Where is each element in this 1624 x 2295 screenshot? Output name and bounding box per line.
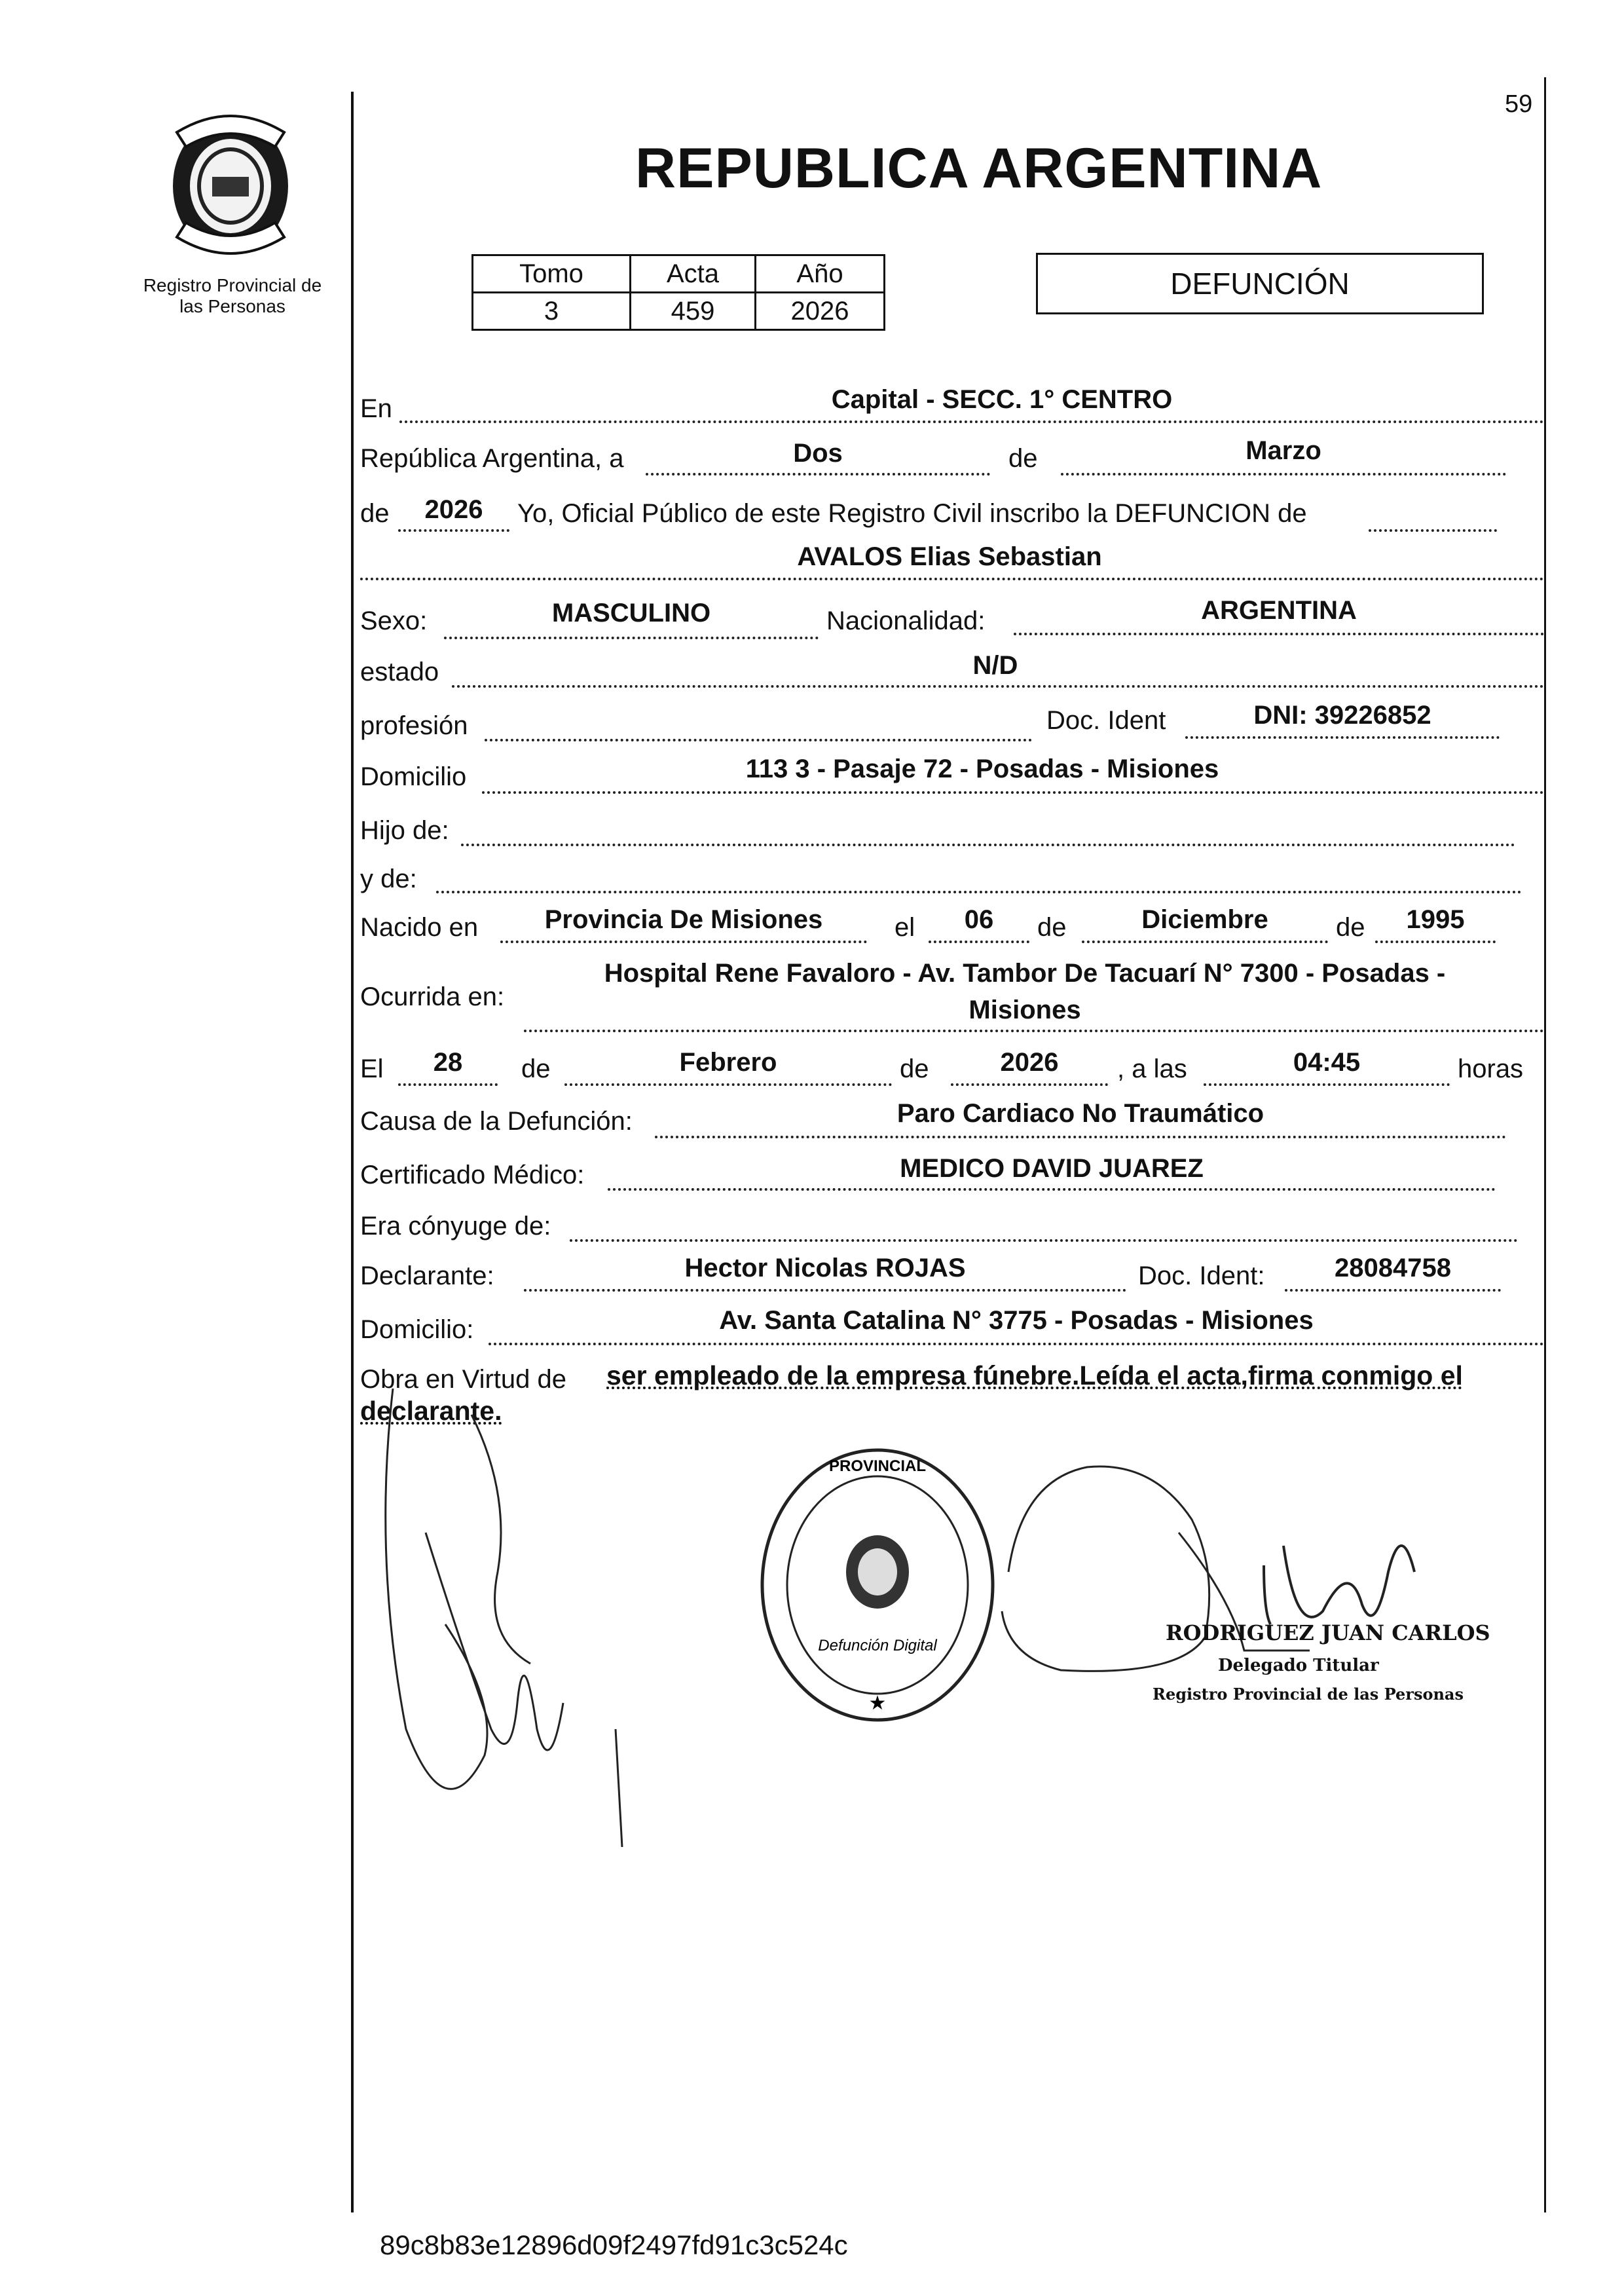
hijo-label: Hijo de: xyxy=(360,816,449,845)
dotted-line xyxy=(1369,529,1497,532)
inscription-text: Yo, Oficial Público de este Registro Civil inscribo la DEFUNCION de xyxy=(517,499,1307,528)
cert-label: Certificado Médico: xyxy=(360,1161,585,1189)
de-label: de xyxy=(900,1054,929,1083)
dotted-line xyxy=(398,1083,498,1086)
deceased-name: AVALOS Elias Sebastian xyxy=(797,542,1102,571)
svg-text:★: ★ xyxy=(868,1692,887,1714)
doc-label: Doc. Ident xyxy=(1046,706,1166,735)
dotted-line xyxy=(482,791,1544,794)
document-hash: 89c8b83e12896d09f2497fd91c3c524c xyxy=(380,2230,848,2260)
registry-stamp xyxy=(753,1441,1002,1729)
en-label: En xyxy=(360,394,392,423)
decl-dom-value: Av. Santa Catalina N° 3775 - Posadas - Misiones xyxy=(719,1306,1314,1335)
registry-name: Registro Provincial de las Personas xyxy=(143,275,322,317)
decl-doc-value: 28084758 xyxy=(1335,1254,1451,1282)
estado-value: N/D xyxy=(972,651,1018,680)
el-label: el xyxy=(895,913,915,942)
table-cell: 3 xyxy=(473,293,631,330)
obra-line2: declarante. xyxy=(360,1396,502,1426)
causa-value: Paro Cardiaco No Traumático xyxy=(896,1099,1264,1128)
dotted-line xyxy=(500,941,867,943)
nac-anio: 1995 xyxy=(1406,905,1465,934)
dotted-line xyxy=(399,420,1544,423)
decl-dom-label: Domicilio: xyxy=(360,1315,474,1344)
dotted-line xyxy=(929,941,1029,943)
dotted-line xyxy=(489,1343,1544,1345)
dotted-line xyxy=(570,1239,1518,1242)
horas-label: horas xyxy=(1458,1054,1524,1083)
dotted-line xyxy=(524,1289,1126,1292)
ocurrida-label: Ocurrida en: xyxy=(360,982,505,1011)
doc-value: DNI: 39226852 xyxy=(1253,701,1431,730)
dotted-line xyxy=(1285,1289,1501,1292)
dotted-line xyxy=(1061,473,1506,476)
alas-label: , a las xyxy=(1117,1054,1187,1083)
day-value: Dos xyxy=(793,439,843,468)
dotted-line xyxy=(951,1083,1108,1086)
nacionalidad-label: Nacionalidad: xyxy=(826,606,986,635)
de-label: de xyxy=(521,1054,551,1083)
dotted-line xyxy=(564,1083,892,1086)
right-margin-line xyxy=(1544,77,1546,2212)
conyuge-label: Era cónyuge de: xyxy=(360,1212,551,1241)
table-header: Acta xyxy=(631,255,756,293)
page-title: REPUBLICA ARGENTINA xyxy=(635,137,1323,200)
month-value: Marzo xyxy=(1246,436,1321,465)
dotted-line xyxy=(436,891,1522,893)
dotted-line xyxy=(485,739,1032,741)
left-margin-line xyxy=(351,92,354,2212)
dotted-line xyxy=(524,1030,1544,1032)
place-value: Capital - SECC. 1° CENTRO xyxy=(831,385,1173,414)
registry-table xyxy=(471,254,885,331)
svg-text:PROVINCIAL: PROVINCIAL xyxy=(828,1457,927,1475)
sexo-value: MASCULINO xyxy=(551,599,711,627)
page-number: 59 xyxy=(1505,90,1533,118)
official-name: RODRIGUEZ JUAN CARLOS xyxy=(1166,1620,1490,1645)
dotted-line xyxy=(444,637,819,639)
svg-text:Defunción Digital: Defunción Digital xyxy=(818,1637,937,1654)
cert-value: MEDICO DAVID JUAREZ xyxy=(900,1154,1204,1183)
dotted-line xyxy=(452,685,1544,688)
year-value: 2026 xyxy=(424,495,483,524)
dotted-line xyxy=(398,529,509,532)
domicilio-label: Domicilio xyxy=(360,762,467,791)
provincial-seal-logo xyxy=(157,106,308,263)
def-anio: 2026 xyxy=(1000,1048,1059,1077)
causa-label: Causa de la Defunción: xyxy=(360,1107,633,1136)
de-label: de xyxy=(1336,913,1365,942)
nacido-lugar: Provincia De Misiones xyxy=(544,905,823,934)
nacionalidad-value: ARGENTINA xyxy=(1201,596,1357,625)
dotted-line xyxy=(1375,941,1496,943)
de-label: de xyxy=(1008,444,1038,473)
def-mes: Febrero xyxy=(679,1048,777,1077)
def-dia: 28 xyxy=(433,1048,463,1077)
declarante-value: Hector Nicolas ROJAS xyxy=(684,1254,966,1282)
dotted-line xyxy=(1082,941,1328,943)
ocurrida-line2: Misiones xyxy=(969,996,1081,1024)
dotted-line xyxy=(1204,1083,1450,1086)
table-cell: 459 xyxy=(631,293,756,330)
de-label: de xyxy=(360,499,390,528)
dotted-line xyxy=(655,1136,1506,1138)
profesion-label: profesión xyxy=(360,711,468,740)
nacido-label: Nacido en xyxy=(360,913,479,942)
nac-dia: 06 xyxy=(964,905,994,934)
document-type-box: DEFUNCIÓN xyxy=(1036,253,1484,314)
dotted-line xyxy=(360,578,1544,580)
estado-label: estado xyxy=(360,658,439,686)
table-header: Tomo xyxy=(473,255,631,293)
decl-doc-label: Doc. Ident: xyxy=(1138,1261,1265,1290)
declarant-signature xyxy=(367,1362,642,1860)
declarante-label: Declarante: xyxy=(360,1261,494,1290)
de-label: de xyxy=(1037,913,1067,942)
obra-line1: ser empleado de la empresa fúnebre.Leída el acta,firma conmigo el xyxy=(606,1360,1463,1390)
dotted-line xyxy=(608,1188,1496,1191)
table-cell: 2026 xyxy=(756,293,885,330)
el-cap-label: El xyxy=(360,1054,384,1083)
dotted-line xyxy=(461,844,1515,846)
rep-label: República Argentina, a xyxy=(360,444,624,473)
yde-label: y de: xyxy=(360,865,417,893)
table-header: Año xyxy=(756,255,885,293)
dotted-line xyxy=(646,473,990,476)
ocurrida-line1: Hospital Rene Favaloro - Av. Tambor De Tacuarí N° 7300 - Posadas - xyxy=(604,959,1446,988)
domicilio-value: 113 3 - Pasaje 72 - Posadas - Misiones xyxy=(745,755,1219,783)
dotted-line xyxy=(1014,633,1544,635)
def-hora: 04:45 xyxy=(1293,1048,1361,1077)
sexo-label: Sexo: xyxy=(360,606,428,635)
obra-label: Obra en Virtud de xyxy=(360,1365,567,1394)
nac-mes: Diciembre xyxy=(1141,905,1268,934)
official-role: Delegado Titular xyxy=(1218,1656,1379,1675)
official-org: Registro Provincial de las Personas xyxy=(1153,1685,1464,1704)
dotted-line xyxy=(1185,736,1500,739)
